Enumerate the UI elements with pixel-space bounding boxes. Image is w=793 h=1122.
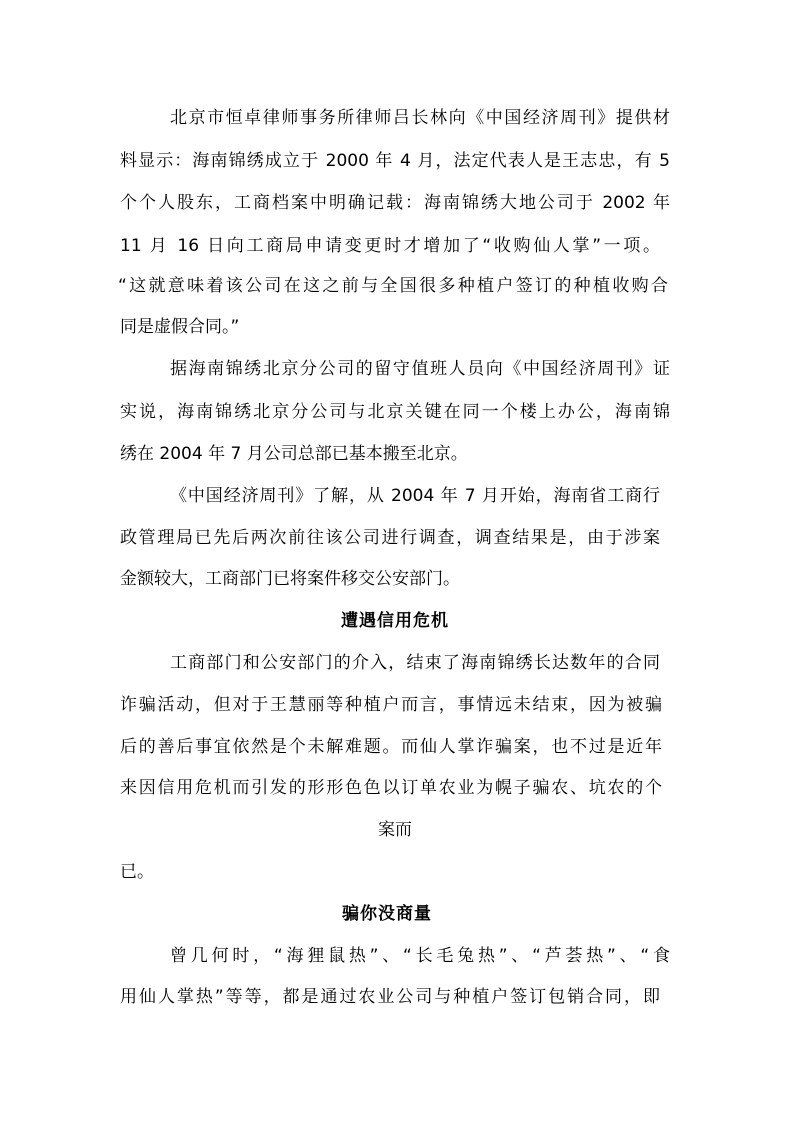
paragraph-3-line-1: 《中国经济周刊》了解，从 2004 年 7 月开始，海南省工商行: [170, 486, 660, 506]
paragraph-1-line-6: 同是虚假合同。”: [120, 317, 240, 337]
paragraph-5-line-1: 曾几何时，“海狸鼠热”、“长毛兔热”、“芦荟热”、“食: [170, 946, 670, 966]
paragraph-2-line-3: 绣在 2004 年 7 月公司总部已基本搬至北京。: [120, 444, 468, 464]
paragraph-1-line-2: 料显示：海南锦绣成立于 2000 年 4 月，法定代表人是王志忠，有 5: [120, 151, 670, 171]
paragraph-1-line-3: 个个人股东，工商档案中明确记载：海南锦绣大地公司于 2002 年: [120, 193, 670, 213]
paragraph-3-line-2: 政管理局已先后两次前往该公司进行调查，调查结果是，由于涉案: [120, 528, 660, 548]
paragraph-4-line-5: 案而: [378, 820, 412, 840]
paragraph-1-line-1: 北京市恒卓律师事务所律师吕长林向《中国经济周刊》提供材: [170, 108, 670, 128]
paragraph-4-line-6: 已。: [120, 862, 154, 882]
paragraph-3-line-3: 金额较大，工商部门已将案件移交公安部门。: [120, 569, 460, 589]
section-heading-2: 骗你没商量: [342, 904, 432, 924]
paragraph-4-line-2: 诈骗活动，但对于王慧丽等种植户而言，事情远未结束，因为被骗: [120, 695, 662, 715]
section-heading-1: 遭遇信用危机: [341, 611, 449, 631]
paragraph-1-line-5: “这就意味着该公司在这之前与全国很多种植户签订的种植收购合: [118, 276, 668, 296]
paragraph-2-line-1: 据海南锦绣北京分公司的留守值班人员向《中国经济周刊》证: [170, 359, 670, 379]
paragraph-1-line-4: 11 月 16 日向工商局申请变更时才增加了“收购仙人掌”一项。: [120, 236, 660, 256]
paragraph-4-line-3: 后的善后事宜依然是个未解难题。而仙人掌诈骗案，也不过是近年: [120, 737, 662, 757]
paragraph-4-line-4: 来因信用危机而引发的形形色色以订单农业为幌子骗农、坑农的个: [120, 778, 662, 798]
paragraph-5-line-2: 用仙人掌热”等等，都是通过农业公司与种植户签订包销合同，即: [120, 987, 660, 1007]
paragraph-2-line-2: 实说，海南锦绣北京分公司与北京关键在同一个楼上办公，海南锦: [120, 402, 670, 422]
paragraph-4-line-1: 工商部门和公安部门的介入，结束了海南锦绣长达数年的合同: [170, 653, 660, 673]
